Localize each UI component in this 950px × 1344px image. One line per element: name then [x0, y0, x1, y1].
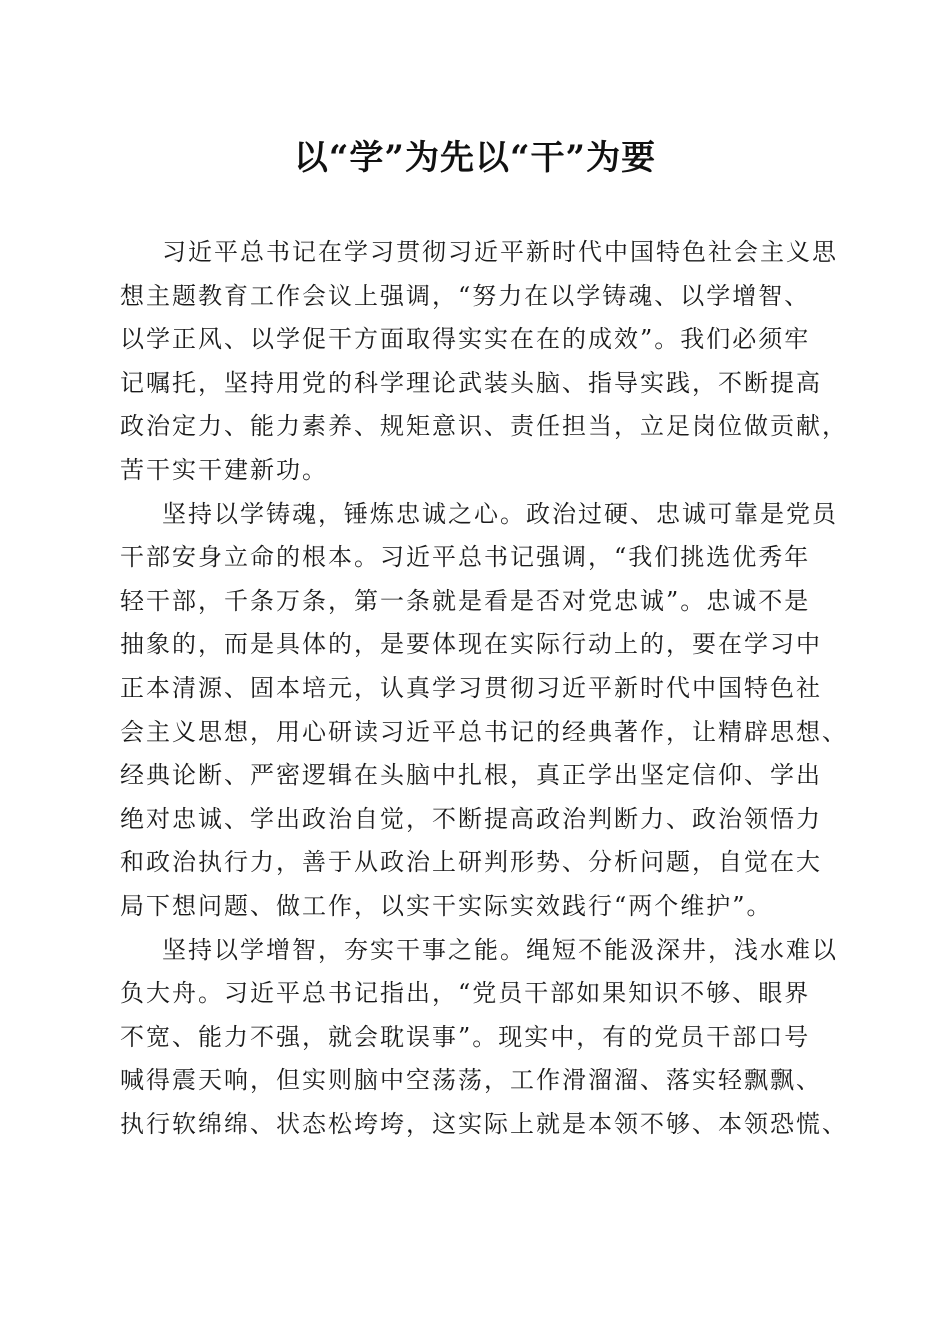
paragraph-1-line-3: 以学正风、以学促干方面取得实实在在的成效”。我们必须牢 — [120, 325, 811, 354]
document-title: 以“学”为先以“干”为要 — [293, 138, 657, 178]
paragraph-2-line-4: 抽象的，而是具体的，是要体现在实际行动上的，要在学习中 — [120, 630, 822, 659]
paragraph-2-line-9: 和政治执行力，善于从政治上研判形势、分析问题，自觉在大 — [120, 848, 822, 877]
paragraph-2-line-6: 会主义思想，用心研读习近平总书记的经典著作，让精辟思想、 — [120, 717, 848, 746]
paragraph-3-line-3: 不宽、能力不强，就会耽误事”。现实中，有的党员干部口号 — [120, 1022, 811, 1051]
paragraph-2-line-10: 局下想问题、做工作，以实干实际实效践行“两个维护”。 — [120, 891, 773, 920]
paragraph-3-line-2: 负大舟。习近平总书记指出，“党员干部如果知识不够、眼界 — [120, 979, 811, 1008]
paragraph-1-line-2: 想主题教育工作会议上强调，“努力在以学铸魂、以学增智、 — [120, 281, 811, 310]
paragraph-2-line-1: 坚持以学铸魂，锤炼忠诚之心。政治过硬、忠诚可靠是党员 — [162, 499, 838, 528]
paragraph-1-line-4: 记嘱托，坚持用党的科学理论武装头脑、指导实践，不断提高 — [120, 368, 822, 397]
paragraph-3-line-4: 喊得震天响，但实则脑中空荡荡，工作滑溜溜、落实轻飘飘、 — [120, 1066, 822, 1095]
paragraph-2-line-7: 经典论断、严密逻辑在头脑中扎根，真正学出坚定信仰、学出 — [120, 761, 822, 790]
paragraph-2-line-2: 干部安身立命的根本。习近平总书记强调，“我们挑选优秀年 — [120, 543, 811, 572]
paragraph-2-line-5: 正本清源、固本培元，认真学习贯彻习近平新时代中国特色社 — [120, 673, 822, 702]
paragraph-3-line-1: 坚持以学增智，夯实干事之能。绳短不能汲深井，浅水难以 — [162, 935, 838, 964]
paragraph-1-line-1: 习近平总书记在学习贯彻习近平新时代中国特色社会主义思 — [162, 238, 838, 266]
paragraph-2-line-3: 轻干部，千条万条，第一条就是看是否对党忠诚”。忠诚不是 — [120, 586, 811, 615]
paragraph-1-line-6: 苦干实干建新功。 — [120, 455, 328, 484]
paragraph-3-line-5: 执行软绵绵、状态松垮垮，这实际上就是本领不够、本领恐慌、 — [120, 1109, 848, 1138]
document-body — [120, 231, 848, 1146]
paragraph-2-line-8: 绝对忠诚、学出政治自觉，不断提高政治判断力、政治领悟力 — [120, 804, 822, 833]
paragraph-1-line-5: 政治定力、能力素养、规矩意识、责任担当，立足岗位做贡献， — [120, 412, 848, 441]
